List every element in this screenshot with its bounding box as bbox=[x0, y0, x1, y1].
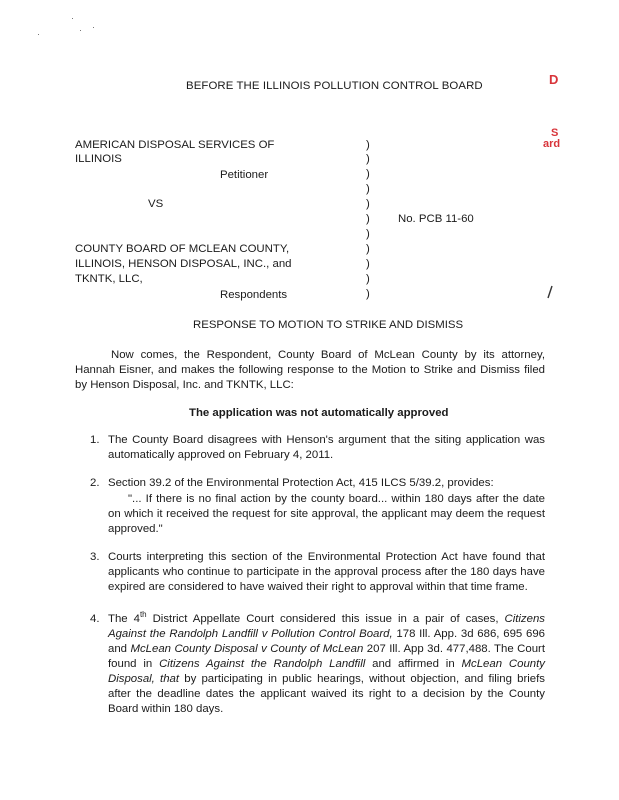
petitioner-name-line2: ILLINOIS bbox=[75, 153, 122, 165]
respondent-name-line2: ILLINOIS, HENSON DISPOSAL, INC., and bbox=[75, 258, 292, 270]
item4-text-a: The 4 bbox=[108, 613, 140, 625]
caption-paren: ) bbox=[366, 288, 370, 300]
petitioner-role: Petitioner bbox=[220, 169, 269, 181]
list-number: 3. bbox=[90, 551, 100, 563]
respondent-name-line3: TKNTK, LLC, bbox=[75, 273, 143, 285]
caption-paren: ) bbox=[366, 243, 370, 255]
case-citation: Citizens Against the Randolph Landfill bbox=[159, 658, 366, 670]
respondent-role: Respondents bbox=[220, 289, 288, 301]
scan-speck bbox=[93, 27, 94, 28]
list-item-text: Courts interpreting this section of the Environmental Protection Act have found that applicants who continue to participate in the approval process after the 180 days have expired are considered to have waived their right to approval within that time frame. bbox=[108, 551, 545, 593]
list-number: 1. bbox=[90, 434, 100, 446]
scan-speck bbox=[72, 18, 73, 19]
statute-quote: "... If there is no final action by the county board... within 180 days after the date on which it received the request for site approval, the applicant may deem the request approved." bbox=[108, 493, 545, 535]
item4-text-d: 207 Ill. App 3d. 477,488. The Court found in bbox=[108, 643, 545, 670]
item4-text-b: District Appellate Court considered this issue in a pair of cases, bbox=[146, 613, 505, 625]
board-heading: BEFORE THE ILLINOIS POLLUTION CONTROL BOARD bbox=[186, 80, 483, 92]
caption-paren: ) bbox=[366, 168, 370, 180]
caption-paren: ) bbox=[366, 213, 370, 225]
case-citation: McLean County Disposal, that bbox=[108, 658, 545, 685]
caption-paren: ) bbox=[366, 198, 370, 210]
petitioner-name-line1: AMERICAN DISPOSAL SERVICES OF bbox=[75, 139, 275, 151]
caption-paren: ) bbox=[366, 273, 370, 285]
filing-stamp-fragment: S bbox=[551, 127, 559, 139]
list-item-text: Section 39.2 of the Environmental Protection Act, 415 ILCS 5/39.2, provides: bbox=[108, 477, 494, 489]
document-title: RESPONSE TO MOTION TO STRIKE AND DISMISS bbox=[193, 319, 464, 331]
caption-paren: ) bbox=[366, 258, 370, 270]
intro-paragraph: Now comes, the Respondent, County Board of McLean County by its attorney, Hannah Eisner, and makes the following response to the Motion to Strike and Dismiss filed by Henson Disposal, Inc. and TKNTK, LLC: bbox=[75, 349, 545, 391]
pen-mark bbox=[545, 285, 555, 299]
section-heading: The application was not automatically approved bbox=[189, 407, 449, 419]
case-citation: McLean County Disposal v County of McLean bbox=[130, 643, 364, 655]
list-number: 2. bbox=[90, 477, 100, 489]
versus-label: VS bbox=[148, 198, 164, 210]
case-number: No. PCB 11-60 bbox=[398, 213, 474, 225]
caption-paren: ) bbox=[366, 228, 370, 240]
scan-speck bbox=[38, 34, 39, 35]
respondent-name-line1: COUNTY BOARD OF MCLEAN COUNTY, bbox=[75, 243, 290, 255]
ordinal-suffix: th bbox=[139, 610, 147, 620]
caption-paren: ) bbox=[366, 183, 370, 195]
list-number: 4. bbox=[90, 613, 100, 625]
list-item-text bbox=[108, 612, 545, 717]
caption-paren: ) bbox=[366, 139, 370, 151]
item4-text-f: by participating in public hearings, without objection, and filing briefs after the deadline dates the applicant waived its right to a decision by the County Board within 180 days. bbox=[108, 673, 546, 715]
case-citation: Citizens Against the Randolph Landfill v Pollution Control Board, bbox=[108, 613, 545, 640]
filing-stamp-fragment: ard bbox=[543, 138, 561, 150]
item4-text-e: and affirmed in bbox=[365, 658, 462, 670]
filing-stamp-fragment: D bbox=[549, 72, 559, 87]
scan-speck bbox=[80, 30, 81, 31]
item4-text-c: 178 Ill. App. 3d 686, 695 696 and bbox=[108, 628, 545, 655]
caption-paren: ) bbox=[366, 153, 370, 165]
list-item-text: The County Board disagrees with Henson's argument that the siting application was automatically approved on February 4, 2011. bbox=[108, 434, 545, 461]
